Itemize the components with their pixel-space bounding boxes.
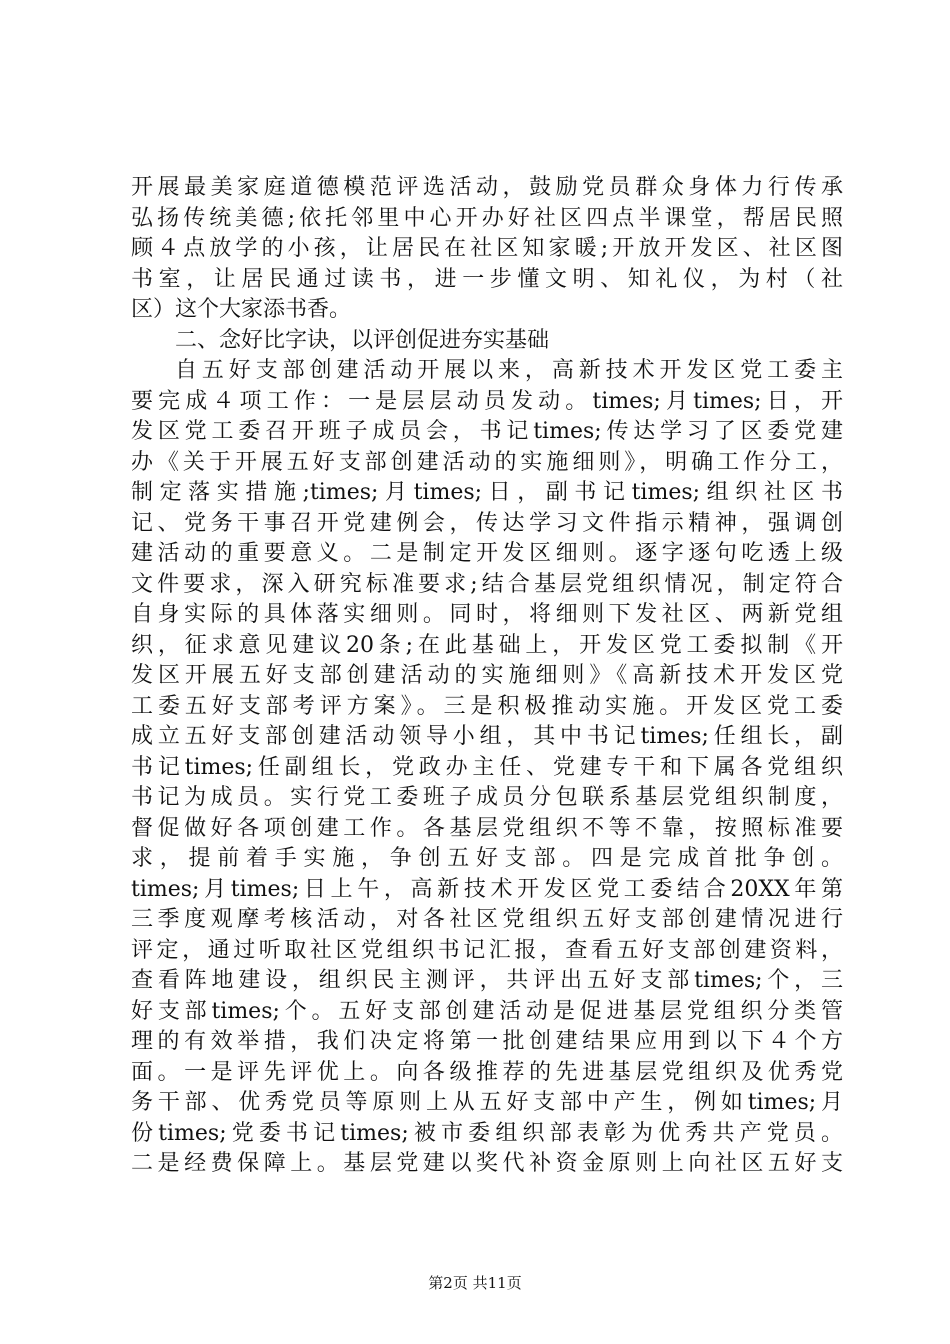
text-line: 开展最美家庭道德模范评选活动，鼓励党员群众身体力行传承 <box>131 175 843 200</box>
text-line: 评定，通过听取社区党组织书记汇报，查看五好支部创建资料， <box>131 937 843 963</box>
page-number-footer: 第2页 共11页 <box>428 1274 522 1292</box>
text-line: 工委五好支部考评方案》。三是积极推动实施。开发区党工委 <box>131 693 843 719</box>
text-line: times;月times;日上午，高新技术开发区党工委结合20XX年第 <box>131 876 843 902</box>
text-line: 面。一是评先评优上。向各级推荐的先进基层党组织及优秀党 <box>131 1059 843 1085</box>
text-line: 制定落实措施;times;月times;日，副书记times;组织社区书 <box>131 480 843 505</box>
text-line: 织，征求意见建议20条;在此基础上，开发区党工委拟制《开 <box>131 632 843 658</box>
text-line: 办《关于开展五好支部创建活动的实施细则》，明确工作分工， <box>131 449 843 475</box>
text-line: 理的有效举措，我们决定将第一批创建结果应用到以下４个方 <box>131 1029 843 1054</box>
text-line: 求，提前着手实施，争创五好支部。四是完成首批争创。 <box>131 846 843 871</box>
text-line: 建活动的重要意义。二是制定开发区细则。逐字逐句吃透上级 <box>131 541 843 566</box>
text-line: 书室，让居民通过读书，进一步懂文明、知礼仪，为村（社 <box>131 266 843 292</box>
text-line: 文件要求，深入研究标准要求;结合基层党组织情况，制定符合 <box>131 571 843 597</box>
text-line: 自五好支部创建活动开展以来，高新技术开发区党工委主 <box>175 358 843 383</box>
text-line: 书记times;任副组长，党政办主任、党建专干和下属各党组织 <box>131 754 843 780</box>
text-line: 三季度观摩考核活动，对各社区党组织五好支部创建情况进行 <box>131 907 843 932</box>
document-body <box>131 173 843 1180</box>
text-line: 书记为成员。实行党工委班子成员分包联系基层党组织制度， <box>131 785 843 810</box>
text-line: 务干部、优秀党员等原则上从五好支部中产生，例如times;月 <box>131 1090 843 1115</box>
text-line: 二是经费保障上。基层党建以奖代补资金原则上向社区五好支 <box>131 1151 843 1176</box>
text-line: 发区开展五好支部创建活动的实施细则》《高新技术开发区党 <box>131 663 843 688</box>
text-line: 查看阵地建设，组织民主测评，共评出五好支部times;个，三 <box>131 968 843 993</box>
text-line: 发区党工委召开班子成员会，书记times;传达学习了区委党建 <box>131 419 843 444</box>
text-line: 督促做好各项创建工作。各基层党组织不等不靠，按照标准要 <box>131 815 843 841</box>
text-line: 好支部times;个。五好支部创建活动是促进基层党组织分类管 <box>131 998 843 1024</box>
text-line: 顾４点放学的小孩，让居民在社区知家暖;开放开发区、社区图 <box>131 236 843 261</box>
text-line: 记、党务干事召开党建例会，传达学习文件指示精神，强调创 <box>131 510 843 536</box>
text-line: 要完成４项工作：一是层层动员发动。times;月times;日，开 <box>131 388 843 414</box>
text-line: 自身实际的具体落实细则。同时，将细则下发社区、两新党组 <box>131 602 843 627</box>
section-heading: 二、念好比字诀，以评创促进夯实基础 <box>175 327 550 353</box>
text-line: 份times;党委书记times;被市委组织部表彰为优秀共产党员。 <box>131 1120 843 1146</box>
text-line: 成立五好支部创建活动领导小组，其中书记times;任组长，副 <box>131 724 843 749</box>
text-line: 弘扬传统美德;依托邻里中心开办好社区四点半课堂，帮居民照 <box>131 205 843 231</box>
text-line: 区）这个大家添书香。 <box>131 297 352 322</box>
